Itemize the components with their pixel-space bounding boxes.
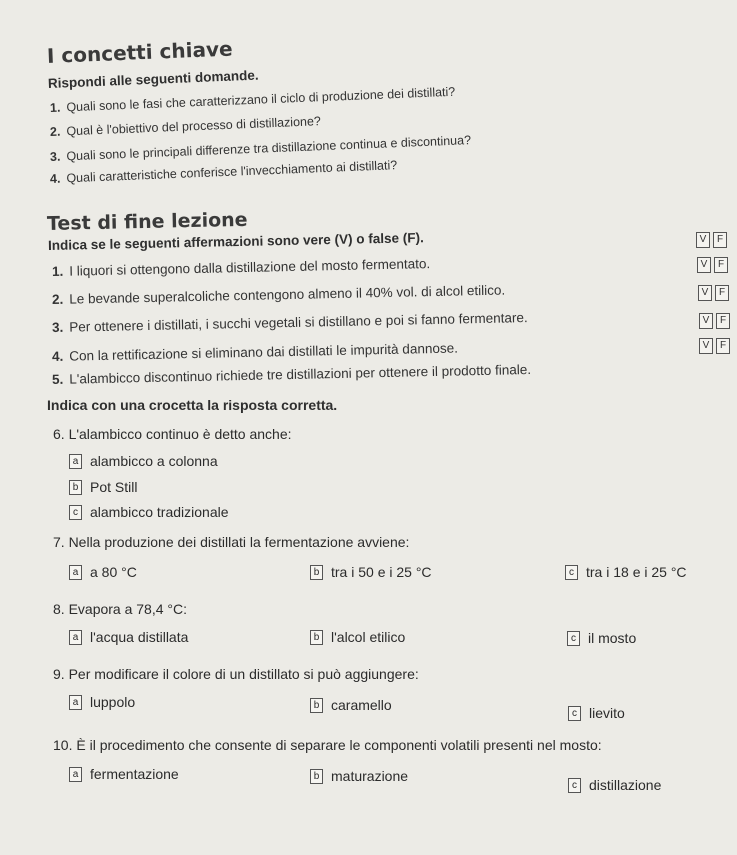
tf-statement-4: 4. Con la rettificazione si eliminano dai distillati le impurità dannose. <box>51 340 459 364</box>
true-checkbox[interactable]: V <box>697 257 711 273</box>
tf-statement-1: 1. I liquori si ottengono dalla distillazione del mosto fermentato. <box>51 256 431 279</box>
open-question-3: 3. Quali sono le principali differenze tra distillazione continua e discontinua? <box>49 133 472 164</box>
open-question-2: 2. Qual è l'obiettivo del processo di distillazione? <box>49 114 322 139</box>
mc-option-6c[interactable]: c alambicco tradizionale <box>69 504 229 520</box>
tf-statement-3: 3. Per ottenere i distillati, i succhi vegetali si distillano e poi si fanno fermentare. <box>51 310 528 335</box>
mc-option-8c[interactable]: c il mosto <box>567 630 636 646</box>
mc-option-10b[interactable]: b maturazione <box>310 768 408 784</box>
tf-checkboxes-2 <box>698 285 729 301</box>
option-letter[interactable]: a <box>69 630 82 645</box>
open-question-1: 1. Quali sono le fasi che caratterizzano il ciclo di produzione dei distillati? <box>49 84 456 115</box>
mc-option-8b[interactable]: b l'alcol etilico <box>310 629 405 645</box>
option-letter[interactable]: a <box>69 767 82 782</box>
section-title-concetti: I concetti chiave <box>46 36 233 68</box>
true-checkbox[interactable]: V <box>699 313 713 329</box>
tf-statement-2: 2. Le bevande superalcoliche contengono almeno il 40% vol. di alcol etilico. <box>51 282 506 307</box>
section1-instruction: Rispondi alle seguenti domande. <box>47 67 259 91</box>
mc-option-9c[interactable]: c lievito <box>568 705 625 721</box>
option-letter[interactable]: a <box>69 565 82 580</box>
false-checkbox[interactable]: F <box>716 338 730 354</box>
mc-option-7b[interactable]: b tra i 50 e i 25 °C <box>310 564 432 580</box>
false-checkbox[interactable]: F <box>716 313 730 329</box>
true-checkbox[interactable]: V <box>698 285 712 301</box>
false-checkbox[interactable]: F <box>714 257 728 273</box>
true-checkbox[interactable]: V <box>699 338 713 354</box>
option-letter[interactable]: c <box>568 778 581 793</box>
mc-question-6: 6. L'alambicco continuo è detto anche: <box>53 426 292 442</box>
option-letter[interactable]: c <box>565 565 578 580</box>
mc-option-9b[interactable]: b caramello <box>310 697 392 713</box>
false-checkbox[interactable]: F <box>715 285 729 301</box>
mc-question-9: 9. Per modificare il colore di un distillato si può aggiungere: <box>53 666 419 682</box>
mc-option-7a[interactable]: a a 80 °C <box>69 564 137 580</box>
mc-option-6b[interactable]: b Pot Still <box>69 479 137 495</box>
option-letter[interactable]: b <box>310 769 323 784</box>
mc-option-8a[interactable]: a l'acqua distillata <box>69 629 188 645</box>
false-checkbox[interactable]: F <box>713 232 727 248</box>
tf-statement-5: 5. L'alambicco discontinuo richiede tre distillazioni per ottenere il prodotto finale. <box>51 361 532 387</box>
true-checkbox[interactable]: V <box>696 232 710 248</box>
tf-checkboxes-4 <box>699 338 730 354</box>
section3-instruction: Indica con una crocetta la risposta corretta. <box>47 397 338 413</box>
mc-option-9a[interactable]: a luppolo <box>69 694 135 710</box>
mc-option-7c[interactable]: c tra i 18 e i 25 °C <box>565 564 687 580</box>
option-letter[interactable]: b <box>310 630 323 645</box>
option-letter[interactable]: a <box>69 454 82 469</box>
option-letter[interactable]: b <box>69 480 82 495</box>
option-letter[interactable]: c <box>568 706 581 721</box>
option-letter[interactable]: c <box>567 631 580 646</box>
option-letter[interactable]: c <box>69 505 82 520</box>
section2-instruction: Indica se le seguenti affermazioni sono vere (V) o false (F). <box>47 230 424 253</box>
tf-checkboxes-0 <box>696 232 727 248</box>
mc-question-7: 7. Nella produzione dei distillati la fermentazione avviene: <box>53 534 410 550</box>
option-letter[interactable]: a <box>69 695 82 710</box>
option-letter[interactable]: b <box>310 698 323 713</box>
option-letter[interactable]: b <box>310 565 323 580</box>
mc-question-10: 10. È il procedimento che consente di separare le componenti volatili presenti nel mosto: <box>53 737 602 753</box>
section-title-test: Test di fine lezione <box>46 208 248 235</box>
open-question-4: 4. Quali caratteristiche conferisce l'invecchiamento ai distillati? <box>49 158 398 186</box>
tf-checkboxes-3 <box>699 313 730 329</box>
mc-option-10a[interactable]: a fermentazione <box>69 766 179 782</box>
mc-question-8: 8. Evapora a 78,4 °C: <box>53 601 188 617</box>
mc-option-6a[interactable]: a alambicco a colonna <box>69 453 218 469</box>
mc-option-10c[interactable]: c distillazione <box>568 777 661 793</box>
tf-checkboxes-1 <box>697 257 728 273</box>
